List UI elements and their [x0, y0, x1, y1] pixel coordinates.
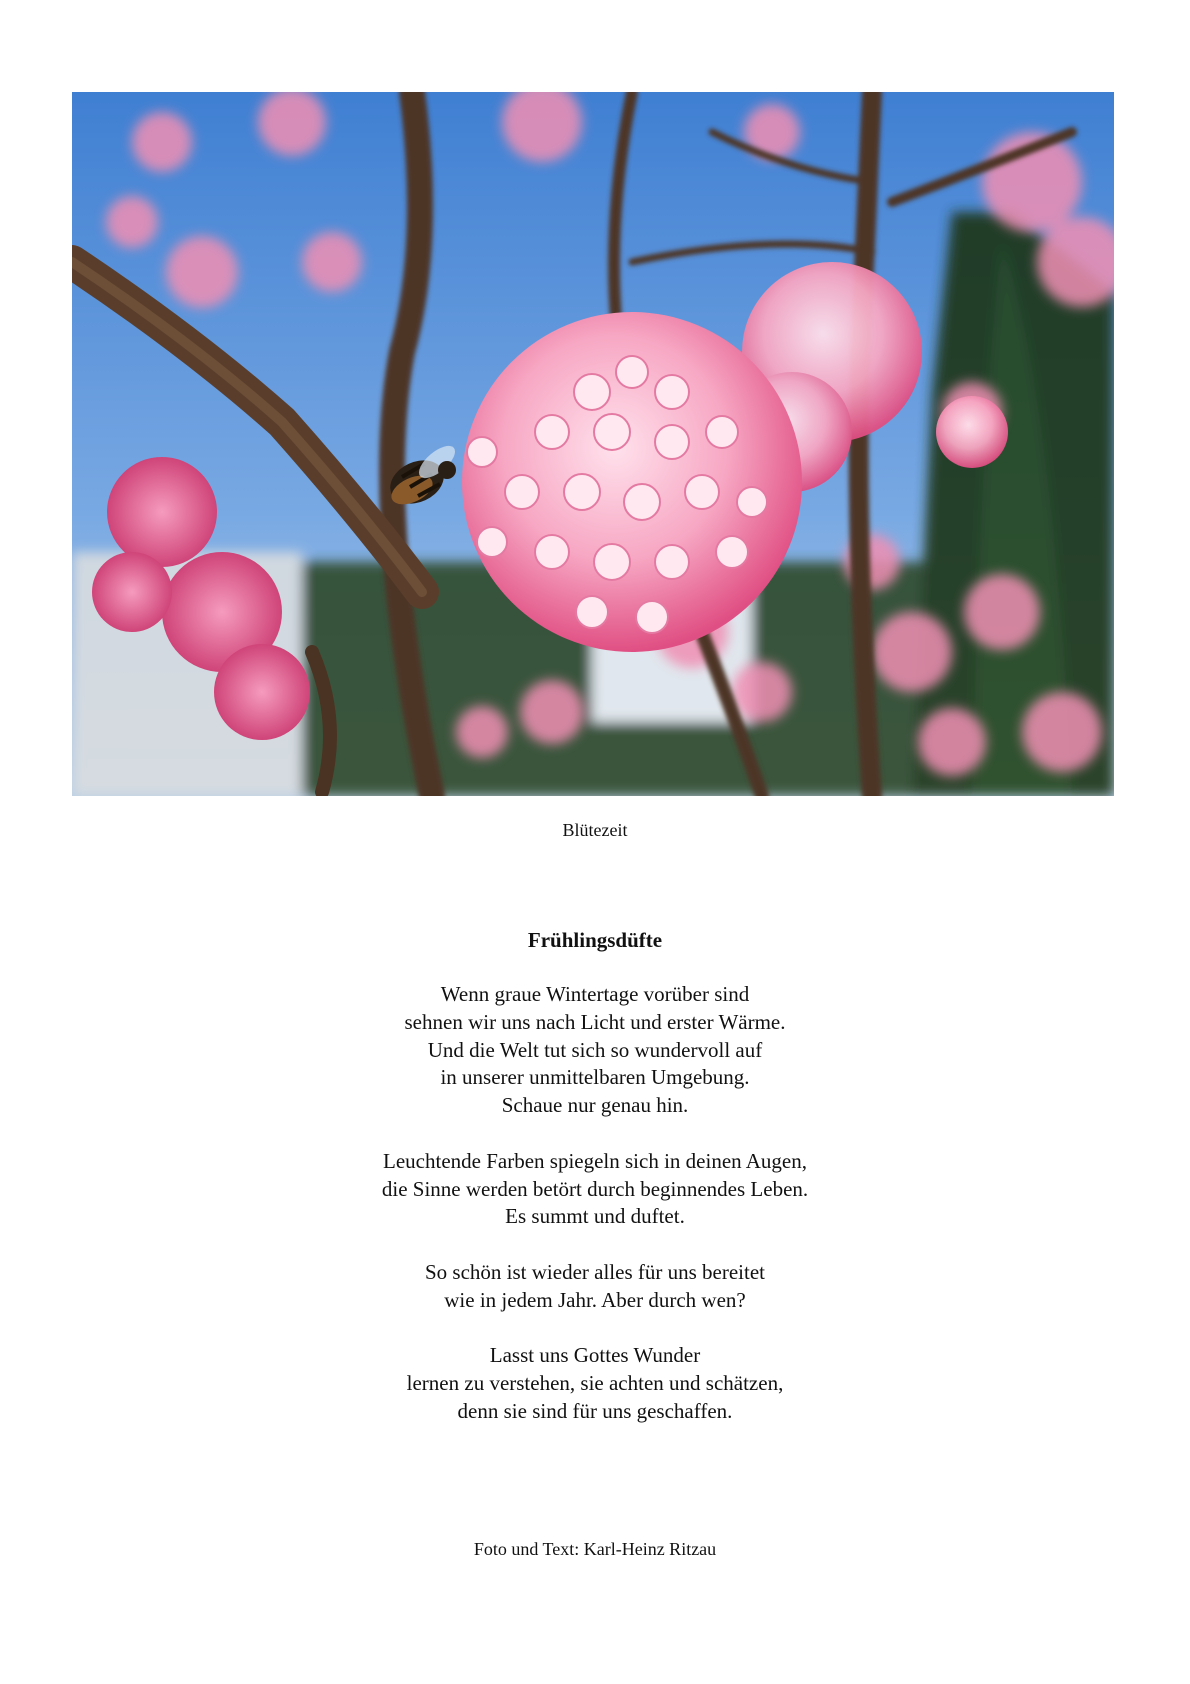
author-credit: Foto und Text: Karl-Heinz Ritzau — [473, 1539, 717, 1559]
blossom-photo-illustration — [72, 92, 1114, 796]
poem-stanza-4 — [0, 1342, 1190, 1425]
poem-stanza-1 — [0, 981, 1190, 1120]
photo-caption: Blütezeit — [562, 820, 628, 840]
poem-line: Schaue nur genau hin. — [501, 1093, 689, 1118]
poem-line: denn sie sind für uns geschaffen. — [457, 1398, 733, 1423]
poem-line: Wenn graue Wintertage vorüber sind — [440, 982, 750, 1006]
blossom-photo — [72, 92, 1114, 796]
poem-stanza-2 — [0, 1148, 1190, 1231]
poem-line: wie in jedem Jahr. Aber durch wen? — [444, 1287, 746, 1312]
poem-title: Frühlingsdüfte — [527, 928, 663, 952]
poem-line: in unserer unmittelbaren Umgebung. — [440, 1065, 750, 1090]
poem-line: sehnen wir uns nach Licht und erster Wärme. — [404, 1009, 786, 1034]
poem-stanza-3 — [0, 1259, 1190, 1315]
poem-line: Leuchtende Farben spiegeln sich in deinen Augen, — [383, 1148, 807, 1173]
poem-line: lernen zu verstehen, sie achten und schätzen, — [406, 1371, 784, 1396]
poem-line: Und die Welt tut sich so wundervoll auf — [427, 1037, 763, 1062]
poem-line: die Sinne werden betört durch beginnendes Leben. — [381, 1176, 809, 1201]
poem-line: Es summt und duftet. — [505, 1204, 685, 1229]
poem-line: So schön ist wieder alles für uns bereitet — [425, 1259, 765, 1284]
poem-body — [0, 981, 1190, 1454]
poem-line: Lasst uns Gottes Wunder — [489, 1343, 701, 1368]
